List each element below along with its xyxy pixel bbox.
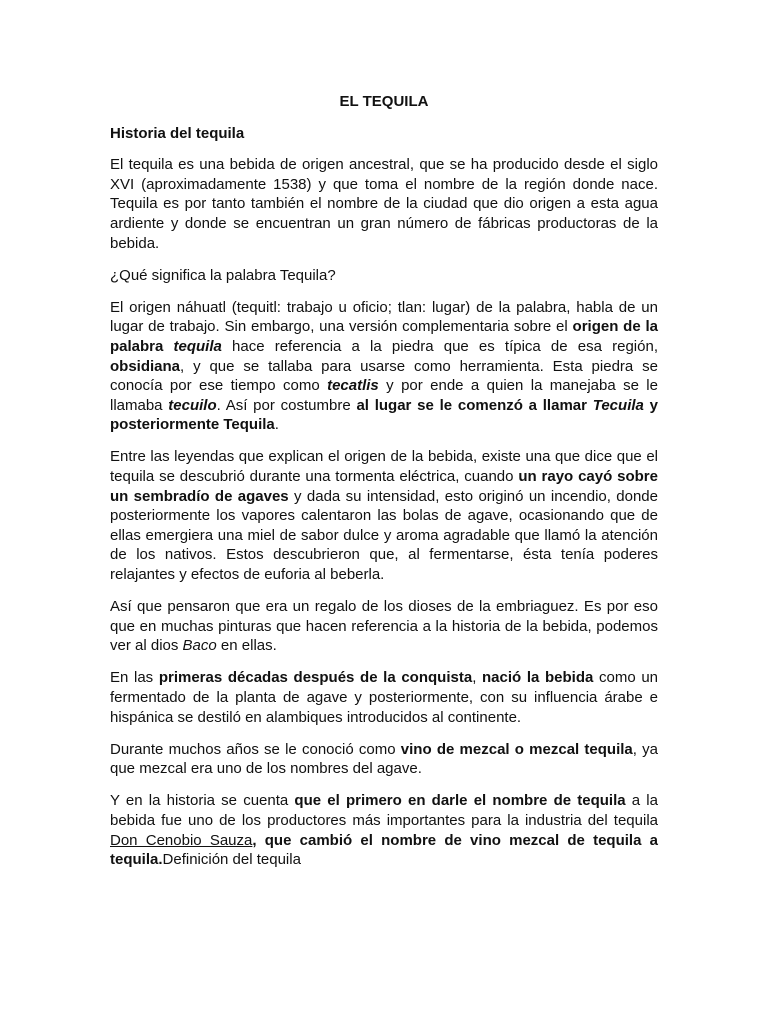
section-heading: Historia del tequila [110, 124, 245, 142]
text-run: vino de mezcal o mezcal tequila [400, 740, 633, 758]
text-run: como un fermentado de la planta de agave y posteriormente, con su influencia árabe e hispánica se destiló en alambiques introducidos al continente. [110, 669, 659, 726]
document-title: EL TEQUILA [339, 93, 429, 110]
body-paragraph [110, 447, 658, 584]
text-run: obsidiana [110, 357, 181, 375]
text-run: , ya que mezcal era uno de los nombres del agave. [110, 740, 658, 778]
text-run: primeras décadas después de la conquista [158, 669, 473, 687]
text-run: . [274, 416, 279, 434]
text-run: y posteriormente Tequila [110, 396, 658, 434]
body-paragraph [110, 668, 658, 727]
text-run: Tecuila [592, 396, 644, 414]
text-run: a la bebida fue uno de los productores más importantes para la industria del tequila [110, 792, 658, 829]
text-run: tecuilo [168, 396, 217, 414]
text-run: Entre las leyendas que explican el origen de la bebida, existe una que dice que el tequila se descubrió durante una tormenta eléctrica, cuando [110, 448, 658, 485]
text-run: y dada su intensidad, esto originó un incendio, donde posteriormente los vapores calentaron las bolas de agave, ocasionando que de ellas emergiera una miel de sabor dulce y aroma agradable que llamó la atención de los nativos. Estos descubrieron que, al fermentarse, ésta tenía poderes relajantes y efectos de euforia al beberla. [110, 487, 658, 583]
text-run: hace referencia a la piedra que es típica de esa región, [221, 337, 658, 355]
text-run: en ellas. [216, 637, 277, 655]
link-text: Don Cenobio Sauza [110, 831, 253, 849]
body-paragraph [110, 298, 658, 435]
body-paragraph [110, 155, 658, 253]
text-run: . Así por costumbre [216, 396, 357, 414]
text-run: En las [110, 669, 159, 687]
text-run: nació la bebida [482, 669, 594, 687]
text-run: y por ende a quien la manejaba se le llamaba [110, 377, 658, 414]
text-run: tecatlis [327, 377, 379, 395]
text-run: ¿Qué significa la palabra Tequila? [110, 266, 336, 284]
body-paragraph [110, 740, 658, 779]
text-run: Así que pensaron que era un regalo de los dioses de la embriaguez. Es por eso que en muchas pinturas que hacen referencia a la historia de la bebida, podemos ver al dios [110, 598, 658, 655]
document-page [110, 92, 658, 882]
text-run: El origen náhuatl (tequitl: trabajo u oficio; tlan: lugar) de la palabra, habla de un lugar de trabajo. Sin embargo, una versión complementaria sobre el [110, 298, 658, 336]
body-paragraph [110, 791, 658, 869]
text-run: al lugar se le comenzó a llamar [356, 396, 593, 414]
body-paragraph [110, 266, 658, 286]
text-run: , [472, 669, 483, 687]
document-body [110, 155, 658, 870]
text-run: un rayo cayó sobre un sembradío de agaves [110, 468, 658, 505]
text-run: Definición del tequila [162, 851, 301, 869]
text-run: que el primero en darle el nombre de tequila [294, 792, 626, 810]
text-run: Baco [182, 637, 217, 655]
text-run: tequila [173, 337, 222, 355]
text-run: El tequila es una bebida de origen ancestral, que se ha producido desde el siglo XVI (aproximadamente 1538) y que toma el nombre de la región donde nace. Tequila es por tanto también el nombre de la ciudad que dio origen a esta agua ardiente y donde se encuentran un gran número de fábricas productoras de la bebida. [110, 156, 658, 252]
text-run: , y que se tallaba para usarse como herramienta. Esta piedra se conocía por ese tiempo como [110, 357, 658, 395]
body-paragraph [110, 597, 658, 656]
text-run: origen de la palabra [110, 318, 659, 355]
text-run: , que cambió el nombre de vino mezcal de tequila a tequila. [110, 831, 658, 869]
text-run: Y en la historia se cuenta [110, 792, 295, 810]
text-run: Durante muchos años se le conoció como [110, 740, 401, 758]
